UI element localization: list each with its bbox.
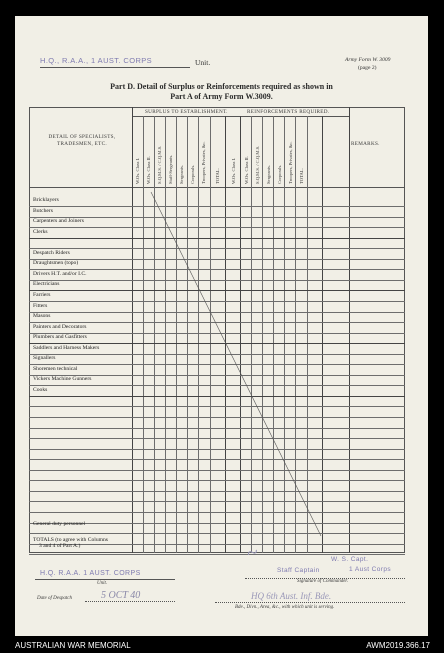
form-page: (page 2) xyxy=(358,65,377,71)
column-header-reinf-1: W.Os. Class II. xyxy=(243,156,249,184)
stamp-corps: 1 Aust Corps xyxy=(349,566,392,573)
signature-scrawl: ~ xyxy=(244,541,260,565)
row-label: Masons xyxy=(33,313,51,320)
remarks-header: REMARKS. xyxy=(351,141,380,147)
despatch-label: Date of Despatch xyxy=(37,596,72,601)
column-header-reinf-2: S.Q.M.S. / C.Q.M.S. xyxy=(254,145,260,184)
formation-label: Bde., Divn., Area, &c., with which unit is serving. xyxy=(235,605,335,610)
form-number: Army Form W. 3009 xyxy=(345,57,391,63)
unit-underline-bottom xyxy=(35,579,175,580)
column-header-surplus-0: W.Os. Class I. xyxy=(134,157,140,184)
title-line-1: Part D. Detail of Surplus or Reinforcements required as shown in xyxy=(110,82,333,91)
row-label: Farriers xyxy=(33,291,51,298)
unit-stamp-top: H.Q., R.A.A., 1 AUST. CORPS xyxy=(40,56,153,65)
row-label: Carpenters and Joiners xyxy=(33,218,84,225)
strike-through-line xyxy=(15,16,428,636)
column-header-reinf-5: Troopers, Privates, &c. xyxy=(287,141,293,184)
row-label: Vickers Machine Gunners xyxy=(33,376,92,383)
unit-stamp-bottom: H.Q. R.A.A. 1 AUST. CORPS xyxy=(40,570,141,577)
row-label: Drivers H.T. and/or I.C. xyxy=(33,270,87,277)
column-header-surplus-1: W.Os. Class II. xyxy=(145,156,151,184)
despatch-date: 5 OCT 40 xyxy=(101,590,141,601)
totals-row-line-2: 3 and 4 of Part A.) xyxy=(39,543,81,549)
stamp-staff-captain: Staff Captain xyxy=(277,567,320,574)
row-label: Shoremen technical xyxy=(33,365,78,372)
row-label: Electricians xyxy=(33,281,60,288)
row-label: Signallers xyxy=(33,355,56,362)
totals-row-line-1: TOTALS (to agree with Columns xyxy=(33,537,108,543)
surplus-header: SURPLUS TO ESTABLISHMENT. xyxy=(145,109,228,115)
despatch-underline xyxy=(85,601,175,602)
row-label: Painters and Decorators xyxy=(33,323,87,330)
row-label: Fitters xyxy=(33,302,48,309)
formation-value: HQ 6th Aust. Inf. Bde. xyxy=(251,591,332,601)
column-header-reinf-3: Sergeants. xyxy=(265,165,271,184)
unit-label-top: Unit. xyxy=(195,58,211,67)
footer-accession: AWM2019.366.17 xyxy=(366,641,430,650)
row-label: Saddlers and Harness Makers xyxy=(33,344,100,351)
stamp-rank: W. S. Capt. xyxy=(331,556,369,563)
column-header-reinf-0: W.Os. Class I. xyxy=(230,157,236,184)
row-label: Bricklayers xyxy=(33,197,59,203)
row-label: Cooks xyxy=(33,386,48,393)
row-label: Despatch Riders xyxy=(33,249,70,256)
title-line-2: Part A of Army Form W.3009. xyxy=(170,92,273,101)
column-header-surplus-2: S.Q.M.S. / C.Q.M.S. xyxy=(156,145,162,184)
row-label: Clerks xyxy=(33,228,48,235)
formation-underline xyxy=(215,602,405,603)
row-label: Draughtsmen (topo) xyxy=(33,260,79,267)
row-label: Butchers xyxy=(33,207,53,214)
row-label: Plumbers and Gasfitters xyxy=(33,334,87,341)
signature-label: Signature of Commander. xyxy=(297,579,349,584)
footer-credit: AUSTRALIAN WAR MEMORIAL xyxy=(15,641,131,650)
column-header-surplus-7: TOTAL. xyxy=(214,168,220,184)
reinforcements-header: REINFORCEMENTS REQUIRED. xyxy=(247,109,330,115)
column-header-surplus-3: Staff-Sergeants. xyxy=(167,154,173,184)
detail-header: DETAIL OF SPECIALISTS, TRADESMEN, ETC. xyxy=(48,134,116,147)
unit-label-bottom: Unit. xyxy=(97,581,108,586)
form-page xyxy=(15,16,428,636)
column-header-reinf-4: Corporals. xyxy=(276,164,282,184)
column-header-surplus-5: Corporals. xyxy=(189,164,195,184)
column-header-reinf-6: TOTAL. xyxy=(299,168,304,184)
column-header-surplus-6: Troopers, Privates, &c. xyxy=(201,141,206,184)
general-duty-row: General duty personnel xyxy=(33,521,86,527)
column-header-surplus-4: Sergeants. xyxy=(178,165,184,184)
